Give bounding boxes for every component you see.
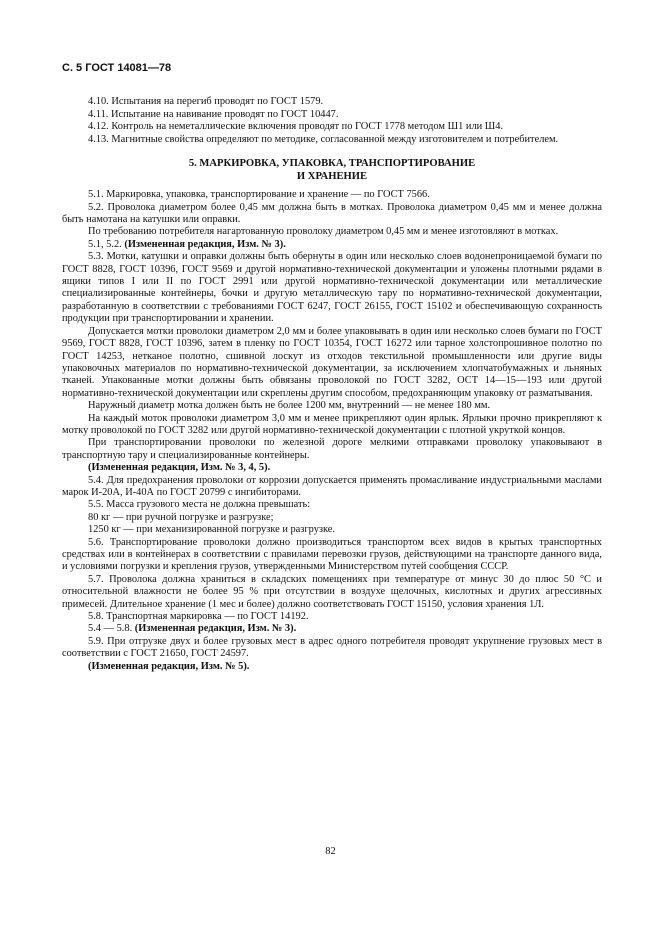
clause-5-8: 5.8. Транспортная маркировка — по ГОСТ 14192. — [88, 611, 309, 623]
clause-4-12: 4.12. Контроль на неметаллические включения проводят по ГОСТ 1778 методом Ш1 или Ш4. — [88, 121, 504, 133]
section-title-line-1: 5. МАРКИРОВКА, УПАКОВКА, ТРАНСПОРТИРОВАНИЕ — [188, 158, 476, 170]
clause-5-4: 5.4. Для предохранения проволоки от коррозии допускается применять промасливание индустриальными маслами марок И-20А, И-40А по ГОСТ 20799 с ингибиторами. — [62, 474, 602, 498]
clause-5-9: 5.9. При отгрузке двух и более грузовых мест в адрес одного потребителя проводят укрупнение грузовых мест в соответствии с ГОСТ 21650, ГОСТ 24597. — [62, 635, 602, 660]
clause-5-5: 5.5. Масса грузового места не должна превышать: — [88, 499, 311, 511]
clause-4-10: 4.10. Испытания на перегиб проводят по ГОСТ 1579. — [88, 96, 324, 108]
clause-5-5-mechanized: 1250 кг — при механизированной погрузке и разгрузке. — [88, 524, 336, 536]
amendment-text: (Измененная редакция, Изм. № 3). — [134, 623, 297, 635]
clause-5-3-labels: На каждый моток проволоки диаметром 3,0 мм и менее прикрепляют один ярлык. Ярлыки прочно прикрепляют к мотку проволокой по ГОСТ 3282 или другой нормативно-технической документации с плотной укруткой концов. — [62, 412, 602, 436]
clause-4-13: 4.13. Магнитные свойства определяют по методике, согласованной между изготовителем и потребителем. — [88, 133, 559, 145]
clause-5-7: 5.7. Проволока должна храниться в складских помещениях при температуре от минус 30 до плюс 50 °С и относительной влажности не более 95 % при отсутствии в воздухе щелочных, кислотных и других агрессивных примесей. Длительное хранение (1 мес и более) должно соответствовать ГОСТ 15150, условия хранения 1Л. — [62, 573, 602, 610]
amendment-ref: 5.4 — 5.8. — [88, 623, 133, 635]
clause-5-3-packing: Допускается мотки проволоки диаметром 2,0 мм и более упаковывать в один или несколько слоев бумаги по ГОСТ 9569, ГОСТ 8828, ГОСТ 10396, затем в пленку по ГОСТ 10354, ГОСТ 16272 или тарное холстопрошивное полотно по ГОСТ 14253, нетканое полотно, сшивной лоскут из отходов текстильной промышленности или другие виды упаковочных материалов по нормативно-технической документации, за исключением хлопчатобумажных и льняных тканей. Упакованные мотки должны быть обвязаны проволокой по ГОСТ 3282, ОСТ 14—15—193 или другой нормативно-технической документации или скреплены другим способом, предохраняющим упаковку от разматывания. — [62, 325, 602, 399]
page-header: С. 5 ГОСТ 14081—78 — [62, 62, 172, 74]
clause-5-1: 5.1. Маркировка, упаковка, транспортирование и хранение — по ГОСТ 7566. — [88, 189, 430, 201]
clause-5-2: 5.2. Проволока диаметром более 0,45 мм должна быть в мотках. Проволока диаметром 0,45 мм и менее должна быть намотана на катушки или оправки. — [62, 201, 602, 226]
clause-5-2-note: По требованию потребителя нагартованную проволоку диаметром 0,45 мм и менее изготовляют в мотках. — [88, 226, 559, 238]
clause-5-5-manual: 80 кг — при ручной погрузке и разгрузке; — [88, 511, 274, 523]
document-page — [62, 62, 602, 673]
section-title-line-2: И ХРАНЕНИЕ — [296, 170, 368, 182]
amendment-note — [62, 623, 602, 635]
clause-5-3-rail: При транспортировании проволоки по железной дороге мелкими отправками проволоку упаковывают в транспортную тару и специализированные контейнеры. — [62, 437, 602, 461]
page-number: 82 — [325, 846, 336, 857]
clause-4-11: 4.11. Испытание на навивание проводят по ГОСТ 10447. — [88, 108, 339, 120]
amendment-note — [62, 239, 602, 251]
clause-5-3-diameter: Наружный диаметр мотка должен быть не более 1200 мм, внутренний — не менее 180 мм. — [88, 400, 491, 412]
amendment-note: (Измененная редакция, Изм. № 3, 4, 5). — [88, 462, 271, 474]
clause-5-3: 5.3. Мотки, катушки и оправки должны быть обернуты в один или несколько слоев водонепроницаемой бумаги по ГОСТ 8828, ГОСТ 10396, ГОСТ 9569 и другой нормативно-технической документации и уложены плотными рядами в ящики типов I или II по ГОСТ 2991 или другой нормативно-технической документации или металлические специализированные контейнеры, бочки и другую металлическую тару по нормативно-технической документации, разработанную в соответствии с требованиями ГОСТ 6247, ГОСТ 26155, ГОСТ 15102 и обеспечивающую сохранность продукции при транспортировании и хранении. — [62, 251, 602, 325]
amendment-note: (Измененная редакция, Изм. № 5). — [88, 660, 250, 672]
section-title — [62, 158, 602, 183]
amendment-text: (Измененная редакция, Изм. № 3). — [124, 238, 286, 250]
clause-5-6: 5.6. Транспортирование проволоки должно производиться транспортом всех видов в крытых транспортных средствах или в контейнерах в соответствии с правилами перевозки грузов, действующими на транспорте данного вида, и условиями погрузки и крепления грузов, утвержденными Министерством путей сообщения СССР. — [62, 536, 602, 573]
amendment-ref: 5.1, 5.2. — [88, 238, 122, 250]
